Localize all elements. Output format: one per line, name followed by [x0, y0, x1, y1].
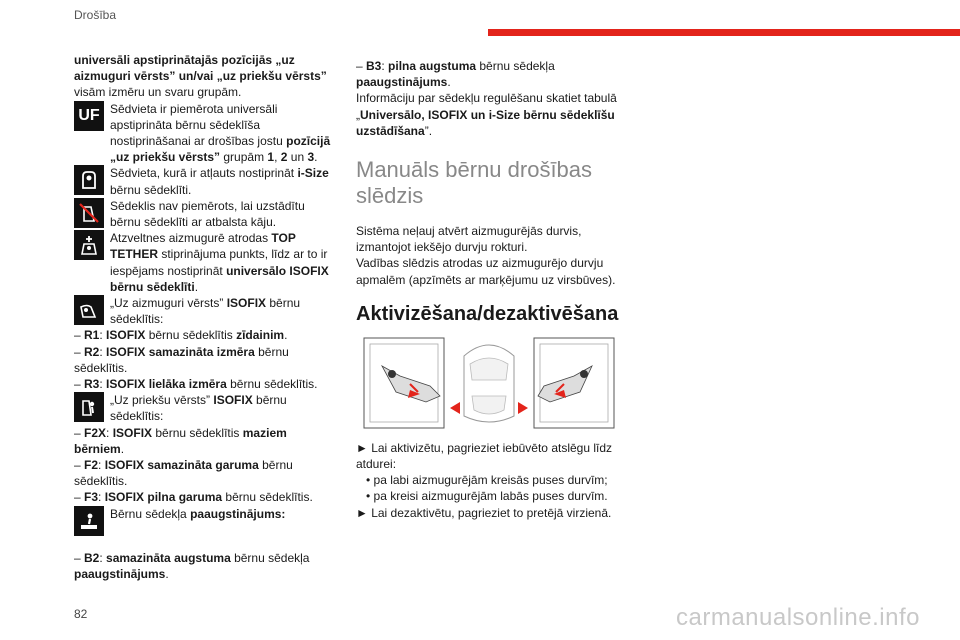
page-number: 82 — [74, 607, 88, 621]
activation-step-1: ► Lai aktivizētu, pagrieziet iebūvēto atslēgu līdz atdurei: — [356, 440, 613, 472]
top-tether-icon — [74, 230, 104, 260]
isize-row — [74, 165, 336, 197]
activation-bullet-right: • pa kreisi aizmugurējām labās puses durvīm. — [366, 489, 608, 504]
middle-column — [356, 58, 622, 521]
booster-item-b2: – B2: samazināta augstuma bērnu sēdekļa paaugstinājums. — [74, 550, 310, 581]
front-item-f2x: – F2X: ISOFIX bērnu sēdeklītis maziem bērniem. — [74, 425, 287, 456]
not-suitable-row — [74, 198, 336, 230]
front-facing-text: „Uz priekšu vērsts” ISOFIX bērnu sēdeklītis: — [110, 393, 287, 424]
activation-bullet-left: • pa labi aizmugurējām kreisās puses durvīm; — [366, 473, 608, 488]
heading-child-lock: Manuāls bērnu drošības slēdzis — [356, 157, 593, 209]
booster-row — [74, 506, 336, 536]
isize-seat-icon — [74, 165, 104, 195]
tether-text: Atzveltnes aizmugurē atrodas TOP TETHER stiprinājuma punkts, līdz ar to ir iespējams nostiprināt universālo ISOFIX bērnu sēdeklīti. — [110, 231, 329, 294]
uf-row — [74, 101, 336, 166]
deactivation-step: ► Lai dezaktivētu, pagrieziet to pretējā virzienā. — [356, 505, 612, 520]
uf-text: Sēdvieta ir piemērota universāli apstiprināta bērnu sēdeklīša nostiprināšanai ar drošības jostu pozīcijā „uz priekšu vērsts” grupām 1, 2 un 3. — [110, 101, 331, 165]
isize-text: Sēdvieta, kurā ir atļauts nostiprināt i-Size bērnu sēdeklīti. — [110, 166, 329, 197]
heading-activation: Aktivizēšana/dezaktivēšana — [356, 302, 619, 325]
rear-facing-text: „Uz aizmuguri vērsts” ISOFIX bērnu sēdeklītis: — [110, 296, 301, 327]
front-facing-seat-icon — [74, 392, 104, 422]
booster-seat-icon — [74, 506, 104, 536]
child-lock-para-2: Vadības slēdzis atrodas uz aizmugurējo durvju apmalēm (apzīmēts ar marķējumu uz virsbūves). — [356, 256, 616, 287]
rear-facing-row — [74, 295, 336, 327]
front-item-f2: – F2: ISOFIX samazināta garuma bērnu sēdeklītis. — [74, 458, 293, 489]
section-accent-bar — [488, 29, 960, 36]
front-facing-row — [74, 392, 336, 424]
rear-facing-seat-icon — [74, 295, 104, 325]
tether-row — [74, 230, 336, 295]
rear-item-r2: – R2: ISOFIX samazināta izmēra bērnu sēdeklītis. — [74, 344, 289, 375]
booster-item-b3: – B3: pilna augstuma bērnu sēdekļa paaugstinājums. — [356, 59, 555, 90]
not-suitable-text: Sēdeklis nav piemērots, lai uzstādītu bērnu sēdeklīti ar atbalsta kāju. — [110, 198, 305, 230]
rear-item-r1: – R1: ISOFIX bērnu sēdeklītis zīdainim. — [74, 328, 288, 343]
uf-icon: UF — [74, 101, 104, 131]
watermark: carmanualsonline.info — [676, 604, 920, 631]
child-lock-para-1: Sistēma neļauj atvērt aizmugurējās durvis, izmantojot iekšējo durvju rokturi. — [356, 224, 582, 255]
front-item-f3: – F3: ISOFIX pilna garuma bērnu sēdeklītis. — [74, 490, 313, 505]
child-lock-illustration — [360, 336, 618, 430]
section-header: Drošība — [74, 8, 117, 22]
table-reference: Informāciju par sēdekļu regulēšanu skatiet tabulā „Universālo, ISOFIX un i-Size bērnu sēdeklīšu uzstādīšana”. — [356, 91, 617, 138]
not-suitable-seat-icon — [74, 198, 104, 228]
rear-item-r3: – R3: ISOFIX lielāka izmēra bērnu sēdeklītis. — [74, 377, 318, 392]
booster-text: Bērnu sēdekļa paaugstinājums: — [110, 506, 286, 521]
intro-paragraph: universāli apstiprinātajās pozīcijās „uz aizmuguri vērsts” un/vai „uz priekšu vērsts” visām izmēru un svaru grupām. — [74, 53, 327, 100]
left-column — [74, 52, 336, 582]
